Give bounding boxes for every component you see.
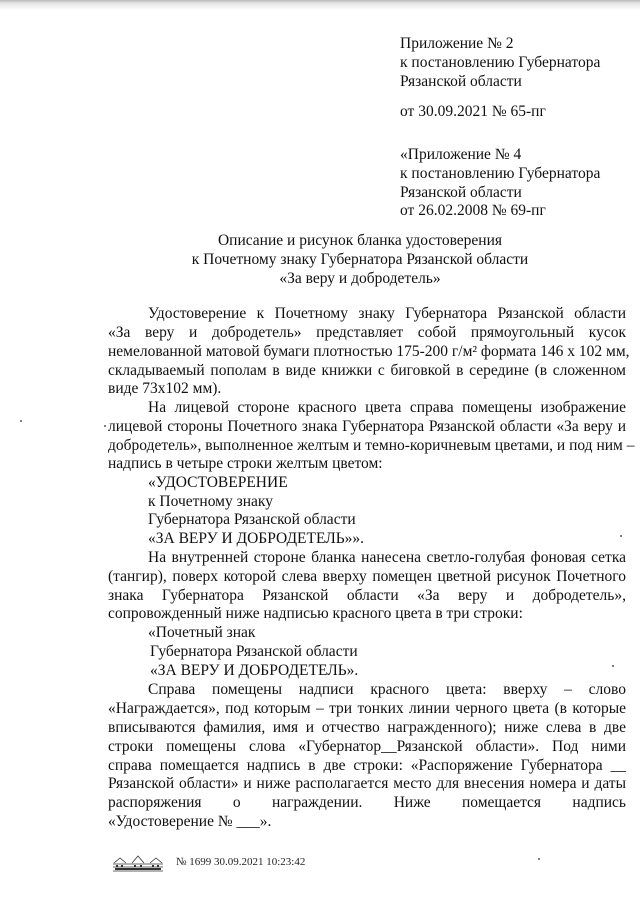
appendix-resolution: к постановлению Губернатора bbox=[400, 54, 601, 71]
paragraph-2-line: добродетель», выполненное желтым и темно-коричневым цветами, и под ним – bbox=[108, 437, 635, 454]
paragraph-3-line: На внутренней стороне бланка нанесена светло-голубая фоновая сетка bbox=[148, 549, 626, 566]
paragraph-4-line: строки помещены слова «Губернатор__Рязанской области». Под ними bbox=[108, 738, 626, 755]
paragraph-3-line: сопровожденный ниже надписью красного цвета в три строки: bbox=[108, 605, 523, 622]
scan-speck bbox=[620, 535, 622, 537]
quote-1-line: «ЗА ВЕРУ И ДОБРОДЕТЕЛЬ»». bbox=[148, 530, 365, 547]
scan-speck bbox=[104, 425, 106, 427]
quote-2-line: Губернатора Рязанской области bbox=[150, 643, 358, 660]
prior-appendix-date: от 26.02.2008 № 69-пг bbox=[400, 202, 546, 219]
scan-edge bbox=[0, 0, 640, 10]
prior-appendix-number: «Приложение № 4 bbox=[400, 146, 522, 163]
paragraph-3-line: знака Губернатора Рязанской области «За веру и добродетель», bbox=[108, 587, 626, 604]
paragraph-3-line: (тангир), поверх которой слева вверху помещен цветной рисунок Почетного bbox=[108, 568, 626, 585]
quote-1-line: Губернатора Рязанской области bbox=[148, 511, 356, 528]
paragraph-1-line: «За веру и добродетель» представляет собой прямоугольный кусок bbox=[108, 324, 626, 341]
paragraph-4-line: справа помещается надпись в две строки: «Распоряжение Губернатора __ bbox=[108, 757, 626, 774]
paragraph-4-line: Рязанской области» и ниже располагается место для внесения номера и даты bbox=[108, 775, 626, 792]
document-title-line3: «За веру и добродетель» bbox=[279, 270, 441, 287]
appendix-number: Приложение № 2 bbox=[400, 35, 514, 52]
paragraph-4-line: распоряжения о награждении. Ниже помещается надпись bbox=[108, 794, 626, 811]
paragraph-2-line: На лицевой стороне красного цвета справа помещены изображение bbox=[148, 399, 626, 416]
scan-speck bbox=[538, 858, 540, 860]
paragraph-4-line: «Удостоверение № ___». bbox=[108, 813, 272, 830]
registry-stamp-icon bbox=[110, 853, 166, 875]
quote-1-line: к Почетному знаку bbox=[148, 493, 273, 510]
document-title-line1: Описание и рисунок бланка удостоверения bbox=[217, 232, 503, 249]
prior-appendix-resolution: к постановлению Губернатора bbox=[400, 165, 601, 182]
scan-speck bbox=[612, 665, 614, 667]
paragraph-1-line: немелованной матовой бумаги плотностью 175-200 г/м² формата 146 х 102 мм, bbox=[108, 343, 630, 360]
quote-2-line: «ЗА ВЕРУ И ДОБРОДЕТЕЛЬ». bbox=[150, 662, 359, 679]
paragraph-2-line: надпись в четыре строки желтым цветом: bbox=[108, 455, 383, 472]
document-title-line2: к Почетному знаку Губернатора Рязанской области bbox=[191, 251, 529, 268]
paragraph-2-line: лицевой стороны Почетного знака Губернатора Рязанской области «За веру и bbox=[108, 418, 626, 435]
paragraph-1-line: складываемый пополам в виде книжки с биговкой в середине (в сложенном bbox=[108, 362, 626, 379]
quote-2-line: «Почетный знак bbox=[148, 624, 256, 641]
scan-speck bbox=[20, 420, 22, 422]
paragraph-1-line: виде 73х102 мм). bbox=[108, 380, 222, 397]
prior-appendix-region: Рязанской области bbox=[400, 184, 522, 201]
paragraph-4-line: «Награждается», под которым – три тонких линии черного цвета (в которые bbox=[108, 700, 626, 717]
appendix-region: Рязанской области bbox=[400, 73, 522, 90]
registration-number: № 1699 30.09.2021 10:23:42 bbox=[176, 856, 306, 868]
appendix-date: от 30.09.2021 № 65-пг bbox=[400, 103, 546, 120]
paragraph-4-line: Справа помещены надписи красного цвета: вверху – слово bbox=[148, 681, 626, 698]
paragraph-4-line: вписываются фамилия, имя и отчество награжденного); ниже слева в две bbox=[108, 719, 626, 736]
paragraph-1-line: Удостоверение к Почетному знаку Губернатора Рязанской области bbox=[148, 305, 626, 322]
quote-1-line: «УДОСТОВЕРЕНИЕ bbox=[148, 474, 288, 491]
